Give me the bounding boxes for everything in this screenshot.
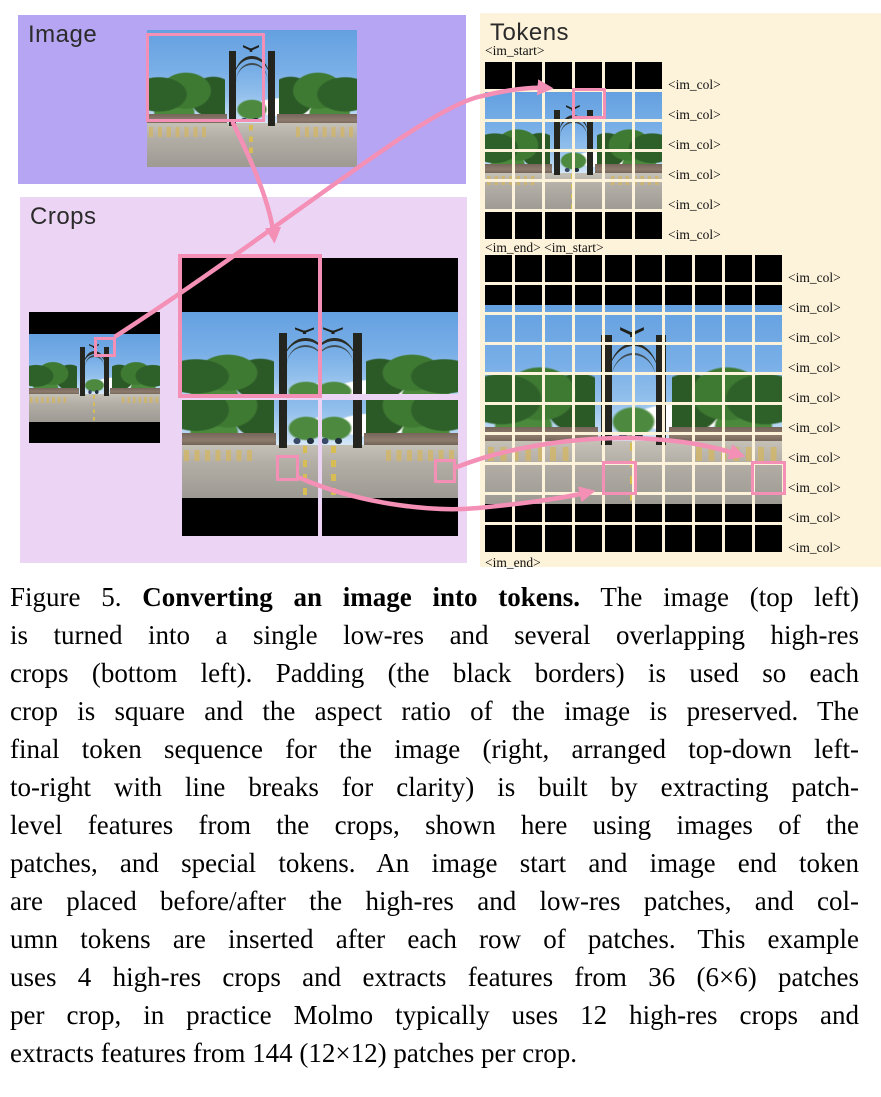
high-res-crop-top-right (322, 258, 458, 394)
im-col-token: <im_col> (788, 510, 841, 525)
im-col-token: <im_col> (668, 137, 721, 152)
eagle-statue (323, 326, 343, 334)
im-col-token: <im_col> (668, 107, 721, 122)
crosswalk-right (296, 127, 355, 137)
im-col-token: <im_col> (668, 77, 721, 92)
road-centerline (93, 395, 95, 422)
bottom-left-crop-patch-highlight (276, 455, 299, 481)
eagle-statue (620, 325, 644, 337)
image-crop-region-highlight (146, 33, 265, 122)
tokens-panel-title: Tokens (490, 19, 570, 46)
caption-line: uses 4 high-res crops and extracts features from 36 (6×6) patches (10, 962, 859, 992)
im-col-token: <im_col> (668, 197, 721, 212)
park-gate-photo (322, 400, 458, 498)
im-col-token: <im_col> (668, 167, 721, 182)
caption-line: Figure 5. Converting an image into tokens. The image (top left) (10, 582, 860, 612)
gate-pillar-left (80, 347, 85, 395)
distant-cars (616, 433, 652, 440)
crosswalk-left (488, 447, 571, 461)
caption-line: umn tokens are inserted after each row of patches. This example (10, 924, 859, 954)
low-res-grid-patch-highlight (572, 88, 606, 119)
im-col-token: <im_col> (788, 360, 841, 375)
im-col-token: <im_col> (788, 300, 841, 315)
distant-cars (563, 168, 584, 172)
road-centerline (303, 446, 307, 498)
crosswalk-right (696, 447, 779, 461)
bottom-right-crop-patch-highlight (434, 459, 456, 483)
im-col-token: <im_col> (788, 420, 841, 435)
low-res-crop (29, 312, 160, 443)
figure-caption (10, 578, 859, 1072)
gate-pillar-right (268, 51, 276, 126)
im-col-token: <im_col> (788, 450, 841, 465)
road-centerline (249, 125, 253, 167)
caption-line: level features from the crops, shown here using images of the (10, 810, 859, 840)
distant-cars (291, 438, 318, 444)
trees-right (366, 353, 458, 394)
im-end-token: <im_end> (485, 555, 541, 570)
high-res-token-grid (485, 255, 782, 552)
gate-pillar-left (601, 335, 612, 444)
crosswalk-left (184, 450, 253, 462)
caption-line: to-right with line breaks for clarity) is built by extracting patch- (10, 772, 859, 802)
park-gate-photo (322, 312, 458, 394)
caption-line: is turned into a single low-res and several overlapping high-res (10, 620, 859, 650)
top-left-crop-highlight (178, 254, 322, 398)
im-end-im-start-token: <im_end> <im_start> (485, 240, 604, 255)
gate-pillar-right (656, 335, 667, 444)
gate-pillar-right (353, 400, 362, 448)
crosswalk-left (149, 127, 208, 137)
im-col-token: <im_col> (788, 540, 841, 555)
im-col-token: <im_col> (788, 480, 841, 495)
caption-line: patches, and special tokens. An image start and image end token (10, 848, 859, 878)
gate-pillar-left (554, 110, 560, 175)
distant-cars (87, 390, 103, 393)
image-panel-title: Image (28, 21, 98, 48)
im-start-token: <im_start> (485, 43, 545, 58)
crosswalk-right (122, 397, 159, 403)
crosswalk-left (487, 176, 537, 184)
low-res-patch-highlight (94, 337, 116, 357)
caption-line: crops (bottom left). Padding (the black borders) is used so each (10, 658, 859, 688)
crosswalk-left (30, 397, 67, 403)
im-col-token: <im_col> (788, 330, 841, 345)
im-col-token: <im_col> (788, 390, 841, 405)
crosswalk-right (611, 176, 661, 184)
tokens-panel (480, 13, 881, 570)
high-res-grid-patch-highlight-center (602, 461, 637, 495)
road-centerline (571, 174, 574, 211)
im-col-token: <im_col> (788, 270, 841, 285)
distant-cars (322, 438, 349, 444)
caption-line: final token sequence for the image (right, arranged top-down left- (10, 734, 859, 764)
road-centerline (331, 446, 335, 498)
high-res-grid-patch-highlight-right (751, 461, 786, 495)
im-col-token: <im_col> (668, 227, 721, 242)
caption-line: extracts features from 144 (12×12) patches per crop. (10, 1038, 577, 1068)
gate-pillar-right (587, 110, 593, 175)
crops-panel-title: Crops (30, 203, 97, 230)
caption-line: per crop, in practice Molmo typically uses 12 high-res crops and (10, 1000, 859, 1030)
caption-line: crop is square and the aspect ratio of the image is preserved. The (10, 696, 859, 726)
park-gate-photo (182, 400, 318, 498)
caption-line: are placed before/after the high-res and low-res patches, and col- (10, 886, 859, 916)
gate-pillar-left (279, 400, 288, 448)
